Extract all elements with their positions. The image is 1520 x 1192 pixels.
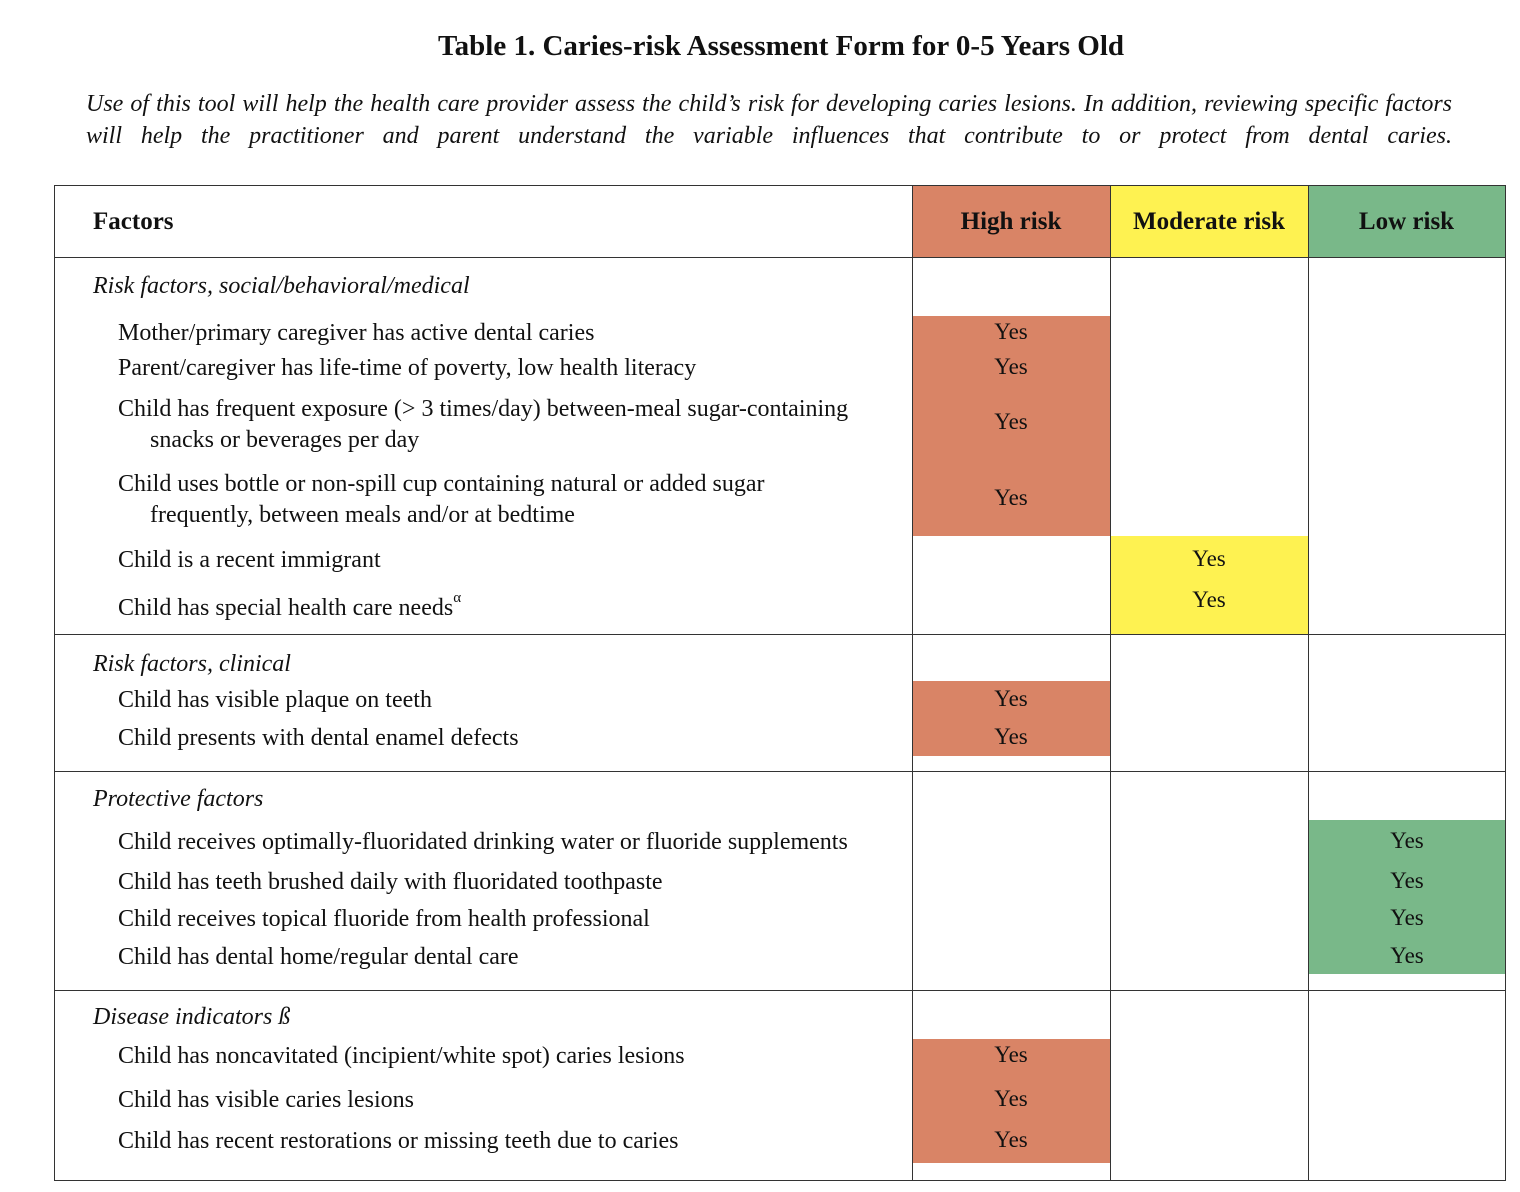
yes-cell-high: Yes bbox=[994, 1127, 1028, 1152]
factor-row bbox=[118, 394, 848, 456]
factor-label: Child is a recent immigrant bbox=[118, 547, 381, 573]
header-high-risk: High risk bbox=[960, 208, 1062, 235]
yes-cell-high: Yes bbox=[994, 485, 1028, 510]
factor-label-continued: frequently, between meals and/or at bedtime bbox=[150, 502, 575, 528]
factor-row bbox=[118, 545, 381, 576]
yes-cell-high: Yes bbox=[994, 686, 1028, 711]
factor-row bbox=[118, 827, 848, 858]
row-divider bbox=[55, 634, 1505, 635]
header-low-risk: Low risk bbox=[1358, 208, 1455, 235]
risk-assessment-table bbox=[54, 185, 1506, 1181]
yes-cell-high: Yes bbox=[994, 1042, 1028, 1067]
row-divider bbox=[55, 771, 1505, 772]
factor-row bbox=[118, 942, 519, 973]
factor-label-continued: snacks or beverages per day bbox=[150, 427, 420, 453]
factor-row bbox=[118, 353, 696, 384]
yes-cell-high: Yes bbox=[994, 724, 1028, 749]
section-title-social: Risk factors, social/behavioral/medical bbox=[93, 273, 470, 299]
yes-cell-low: Yes bbox=[1390, 943, 1424, 968]
yes-cell-moderate: Yes bbox=[1192, 587, 1226, 612]
factor-label: Child presents with dental enamel defects bbox=[118, 725, 519, 751]
column-divider bbox=[1110, 186, 1111, 1180]
factor-label: Child uses bottle or non-spill cup containing natural or added sugar bbox=[118, 471, 765, 497]
factor-label: Child has recent restorations or missing teeth due to caries bbox=[118, 1128, 679, 1154]
factor-label: Child receives optimally-fluoridated drinking water or fluoride supplements bbox=[118, 829, 848, 855]
header-moderate-risk: Moderate risk bbox=[1132, 208, 1286, 235]
factor-label: Child receives topical fluoride from health professional bbox=[118, 906, 650, 932]
factor-row bbox=[118, 469, 765, 531]
factor-row bbox=[118, 318, 594, 349]
factor-row bbox=[118, 723, 519, 754]
factor-label: Child has frequent exposure (> 3 times/day) between-meal sugar-containing bbox=[118, 396, 849, 422]
table-title: Table 1. Caries-risk Assessment Form for 0-5 Years Old bbox=[437, 30, 1125, 62]
factor-row bbox=[118, 904, 650, 935]
section-title-protective: Protective factors bbox=[93, 786, 264, 812]
row-divider bbox=[55, 257, 1505, 258]
factor-row bbox=[118, 1085, 414, 1116]
factor-label: Child has special health care needs bbox=[118, 595, 454, 621]
factor-label: Child has dental home/regular dental care bbox=[118, 944, 519, 970]
yes-cell-low: Yes bbox=[1390, 868, 1424, 893]
yes-cell-high: Yes bbox=[994, 354, 1028, 379]
footnote-alpha: α bbox=[453, 590, 462, 606]
intro-text: Use of this tool will help the health care provider assess the child’s risk for developing caries lesions. In addition, reviewing specific factors will help the practitioner and parent understand the variable influences that contribute to or protect from dental caries. bbox=[86, 91, 1452, 149]
factor-row bbox=[118, 867, 663, 898]
factor-label: Child has visible caries lesions bbox=[118, 1087, 414, 1113]
yes-cell-high: Yes bbox=[994, 319, 1028, 344]
section-title-clinical: Risk factors, clinical bbox=[93, 651, 291, 677]
factor-row bbox=[118, 1041, 685, 1072]
factor-label: Child has visible plaque on teeth bbox=[118, 687, 432, 713]
header-factors: Factors bbox=[93, 208, 174, 235]
yes-cell-low: Yes bbox=[1390, 828, 1424, 853]
yes-cell-moderate: Yes bbox=[1192, 546, 1226, 571]
yes-cell-high: Yes bbox=[994, 409, 1028, 434]
section-title-disease: Disease indicators ß bbox=[93, 1004, 291, 1030]
factor-label: Child has noncavitated (incipient/white spot) caries lesions bbox=[118, 1043, 685, 1069]
factor-row bbox=[118, 1126, 679, 1157]
row-divider bbox=[55, 990, 1505, 991]
factor-label: Parent/caregiver has life-time of poverty, low health literacy bbox=[118, 355, 697, 381]
yes-cell-high: Yes bbox=[994, 1086, 1028, 1111]
factor-row bbox=[118, 685, 432, 716]
yes-cell-low: Yes bbox=[1390, 905, 1424, 930]
factor-label: Mother/primary caregiver has active dental caries bbox=[118, 320, 595, 346]
factor-row bbox=[118, 587, 461, 624]
column-divider bbox=[1308, 186, 1309, 1180]
factor-label: Child has teeth brushed daily with fluoridated toothpaste bbox=[118, 869, 663, 895]
